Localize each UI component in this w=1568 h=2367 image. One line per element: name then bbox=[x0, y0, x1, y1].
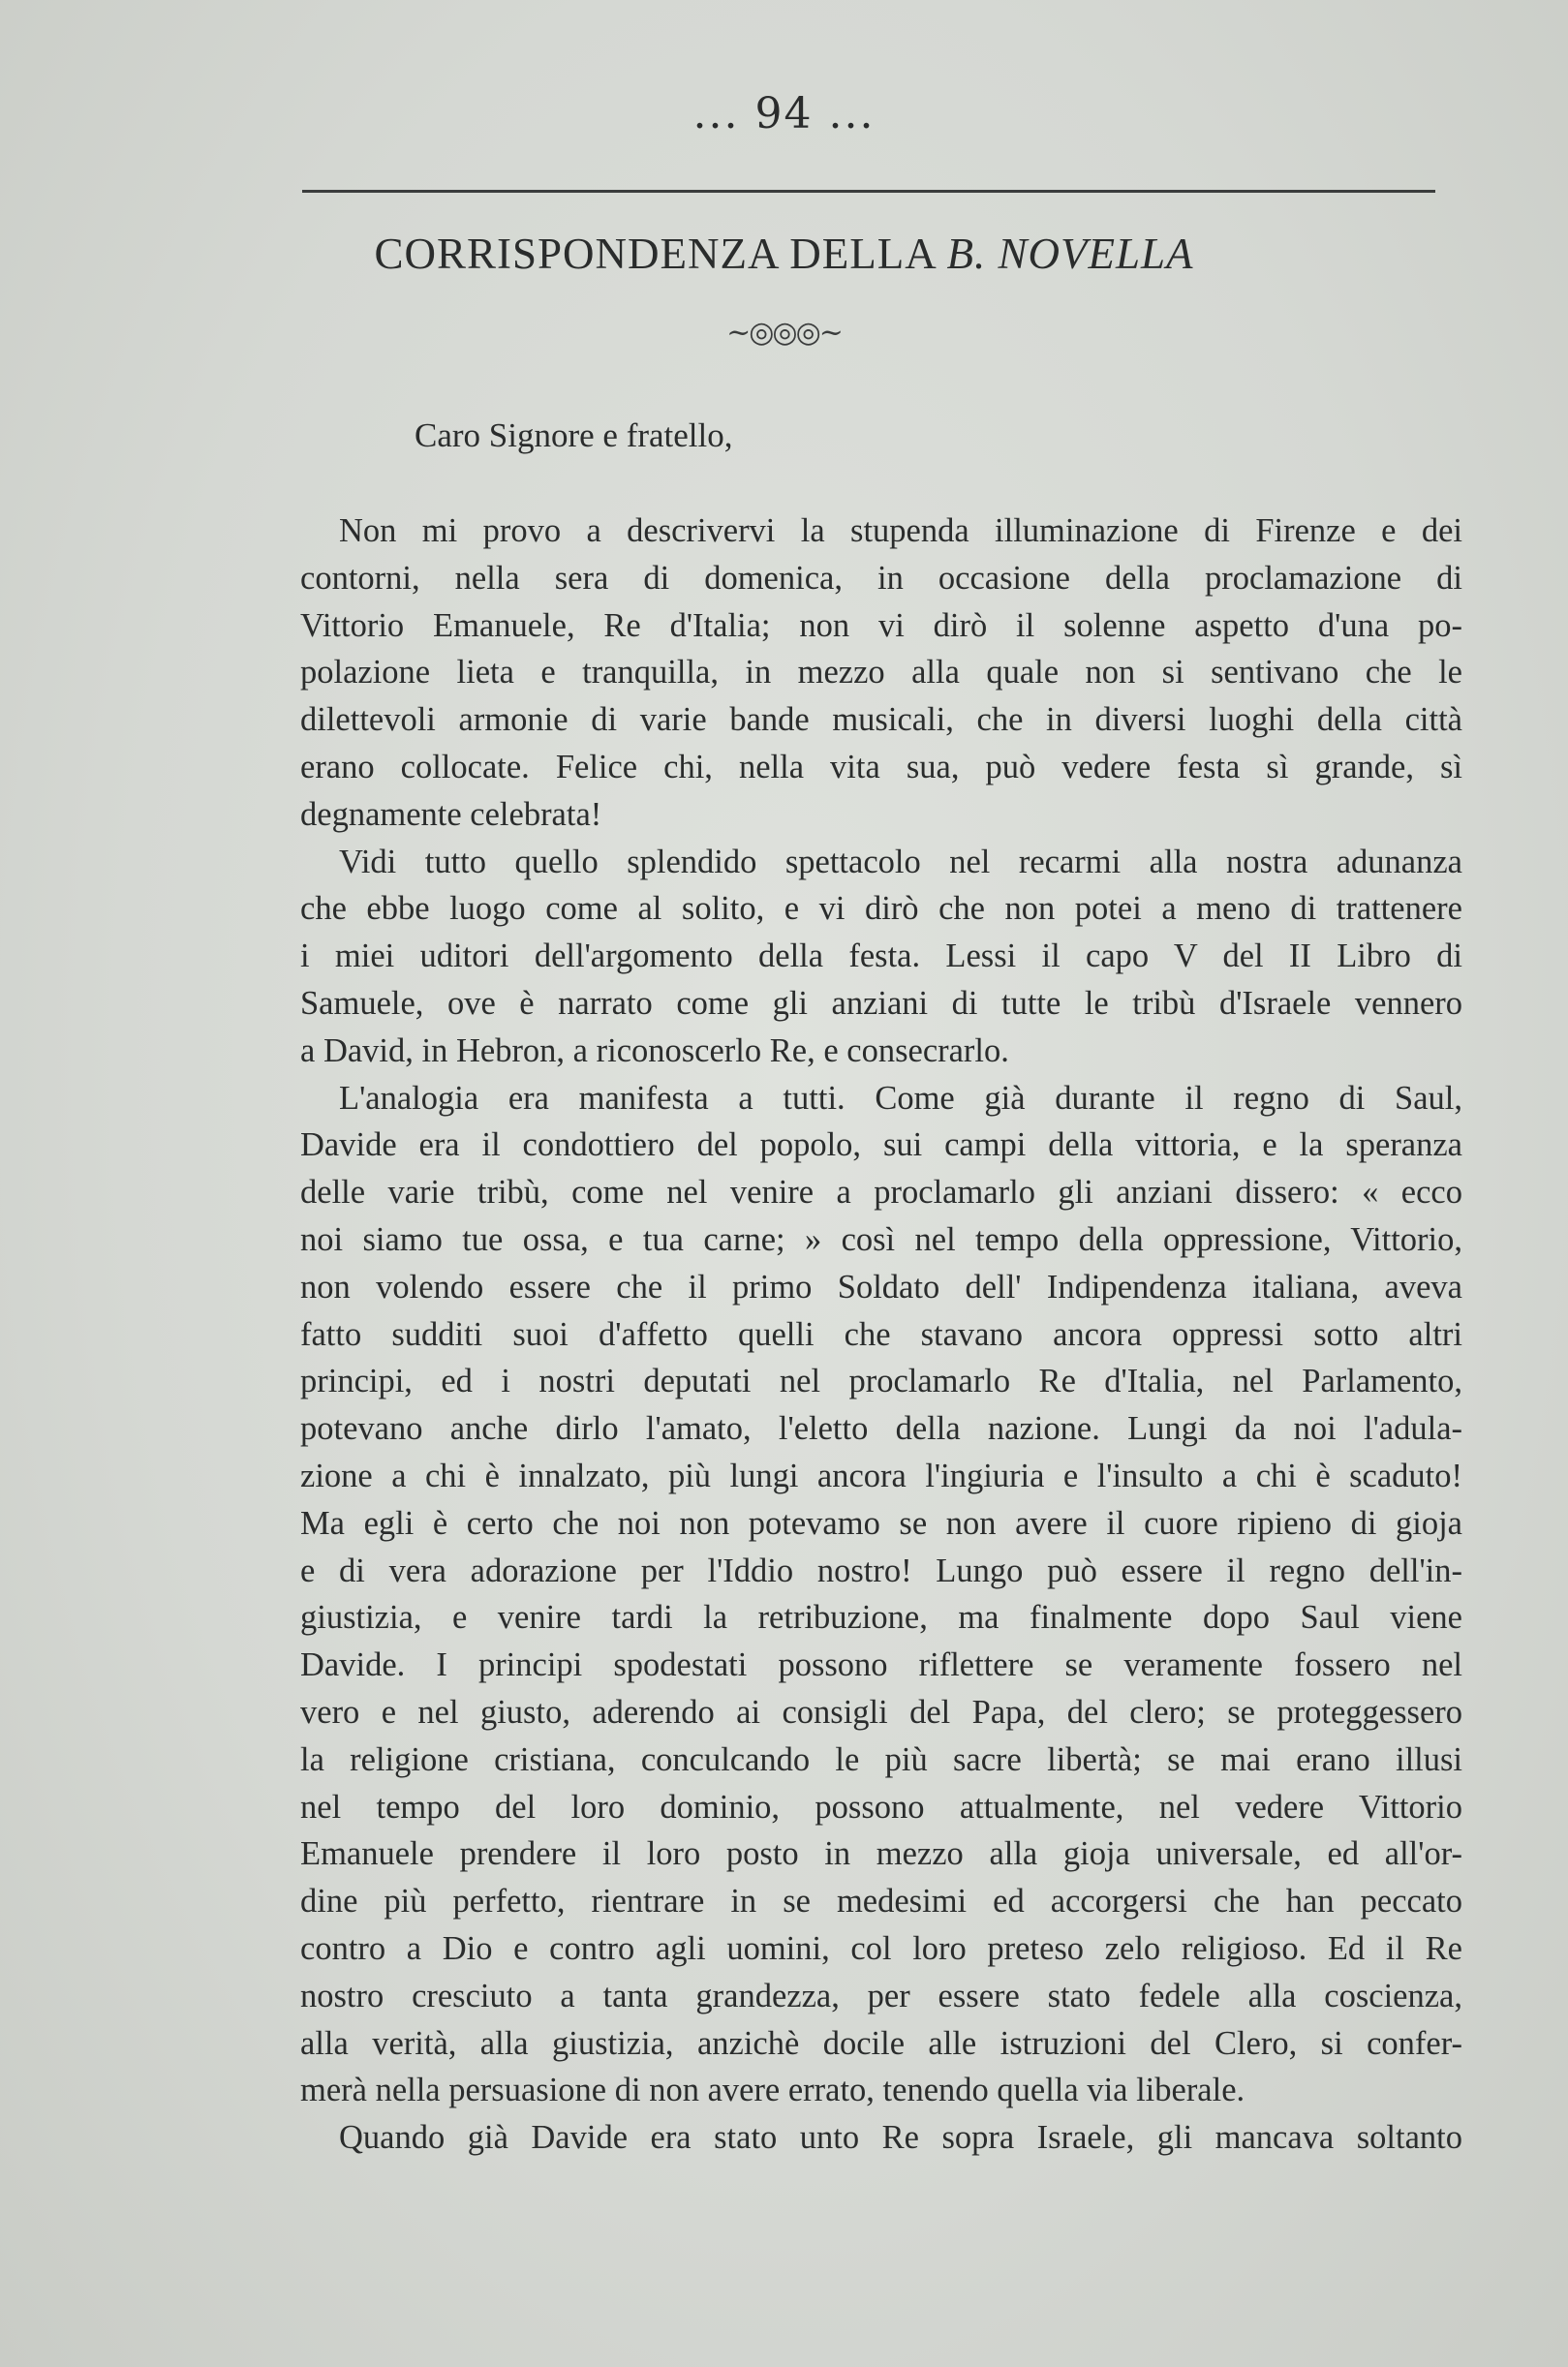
ornament-icon: ~◎◎◎~ bbox=[726, 316, 842, 350]
salutation: Caro Signore e fratello, bbox=[415, 416, 733, 454]
text-line: Vidi tutto quello splendido spettacolo nel recarmi alla nostra adunanza bbox=[339, 843, 1462, 880]
text-line: Samuele, ove è narrato come gli anziani di tutte le tribù d'Israele vennero bbox=[300, 984, 1462, 1022]
text-line: i miei uditori dell'argomento della festa. Lessi il capo V del II Libro di bbox=[300, 938, 1462, 975]
text-line: la religione cristiana, conculcando le più sacre libertà; se mai erano illusi bbox=[300, 1740, 1462, 1778]
text-line: che ebbe luogo come al solito, e vi dirò che non potei a meno di trattenere bbox=[300, 890, 1462, 928]
text-line: merà nella persuasione di non avere errato, tenendo quella via liberale. bbox=[300, 2072, 1245, 2109]
text-line: degnamente celebrata! bbox=[300, 795, 602, 833]
text-line: principi, ed i nostri deputati nel proclamarlo Re d'Italia, nel Parlamento, bbox=[300, 1363, 1462, 1400]
text-line: non volendo essere che il primo Soldato dell' Indipendenza italiana, aveva bbox=[300, 1268, 1462, 1306]
text-line: zione a chi è innalzato, più lungi ancora l'ingiuria e l'insulto a chi è scaduto! bbox=[300, 1457, 1462, 1494]
text-line: Ma egli è certo che noi non potevamo se non avere il cuore ripieno di gioja bbox=[300, 1504, 1462, 1542]
text-line: contro a Dio e contro agli uomini, col loro preteso zelo religioso. Ed il Re bbox=[300, 1929, 1462, 1967]
text-line: polazione lieta e tranquilla, in mezzo alla quale non si sentivano che le bbox=[300, 654, 1462, 692]
text-line: Quando già Davide era stato unto Re sopra Israele, gli mancava soltanto bbox=[339, 2119, 1462, 2157]
title-part1: CORRISPONDENZA DELLA bbox=[374, 230, 947, 278]
text-line: giustizia, e venire tardi la retribuzione, ma finalmente dopo Saul viene bbox=[300, 1599, 1462, 1637]
text-line: alla verità, alla giustizia, anzichè docile alle istruzioni del Clero, si confer- bbox=[300, 2024, 1462, 2062]
text-line: nel tempo del loro dominio, possono attualmente, nel vedere Vittorio bbox=[300, 1788, 1462, 1826]
text-line: Vittorio Emanuele, Re d'Italia; non vi dirò il solenne aspetto d'una po- bbox=[300, 606, 1462, 644]
text-line: Davide. I principi spodestati possono riflettere se veramente fossero nel bbox=[300, 1646, 1462, 1684]
text-line: noi siamo tue ossa, e tua carne; » così nel tempo della oppressione, Vittorio, bbox=[300, 1220, 1462, 1258]
article-title bbox=[0, 229, 1568, 279]
text-line: contorni, nella sera di domenica, in occasione della proclamazione di bbox=[300, 559, 1462, 597]
header-rule bbox=[302, 190, 1435, 193]
text-line: dine più perfetto, rientrare in se medesimi ed accorgersi che han peccato bbox=[300, 1883, 1462, 1921]
page-number: ... 94 ... bbox=[692, 89, 876, 138]
text-line: Davide era il condottiero del popolo, sui campi della vittoria, e la speranza bbox=[300, 1126, 1462, 1164]
text-line: e di vera adorazione per l'Iddio nostro! Lungo può essere il regno dell'in- bbox=[300, 1552, 1462, 1589]
text-line: L'analogia era manifesta a tutti. Come già durante il regno di Saul, bbox=[339, 1079, 1462, 1117]
text-line: dilettevoli armonie di varie bande musicali, che in diversi luoghi della città bbox=[300, 701, 1462, 739]
text-line: nostro cresciuto a tanta grandezza, per essere stato fedele alla coscienza, bbox=[300, 1977, 1462, 2014]
text-line: vero e nel giusto, aderendo ai consigli del Papa, del clero; se proteggessero bbox=[300, 1693, 1462, 1731]
text-line: potevano anche dirlo l'amato, l'eletto della nazione. Lungi da noi l'adula- bbox=[300, 1410, 1462, 1448]
text-line: Non mi provo a descrivervi la stupenda illuminazione di Firenze e dei bbox=[339, 512, 1462, 549]
text-line: delle varie tribù, come nel venire a proclamarlo gli anziani dissero: « ecco bbox=[300, 1174, 1462, 1212]
text-line: Emanuele prendere il loro posto in mezzo alla gioja universale, ed all'or- bbox=[300, 1835, 1462, 1873]
text-line: erano collocate. Felice chi, nella vita sua, può vedere festa sì grande, sì bbox=[300, 748, 1462, 785]
text-line: a David, in Hebron, a riconoscerlo Re, e consecrarlo. bbox=[300, 1031, 1009, 1069]
letter-body bbox=[300, 507, 1462, 2162]
title-part2: B. NOVELLA bbox=[946, 230, 1194, 278]
text-line: fatto sudditi suoi d'affetto quelli che stavano ancora oppressi sotto altri bbox=[300, 1315, 1462, 1353]
